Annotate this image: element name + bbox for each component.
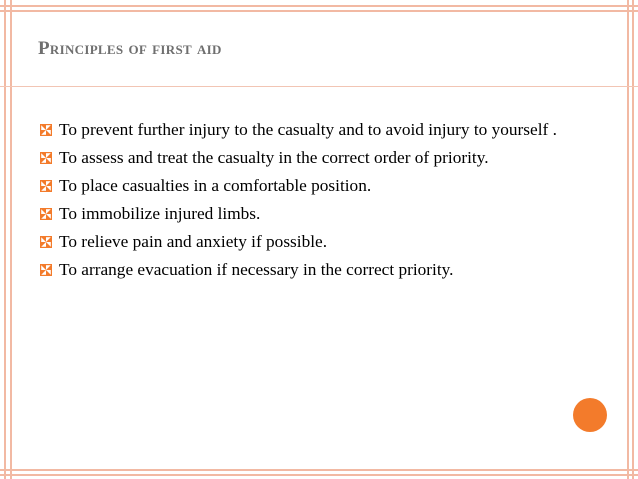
frame-line-bottom-inner xyxy=(0,469,638,471)
bullet-text: To prevent further injury to the casualty and to avoid injury to yourself . xyxy=(59,120,557,139)
frame-line-top-inner xyxy=(0,10,638,12)
frame-line-top-outer xyxy=(0,5,638,7)
bullet-item xyxy=(40,258,560,282)
bullet-text: To assess and treat the casualty in the correct order of priority. xyxy=(59,148,489,167)
frame-line-left-inner xyxy=(10,0,12,479)
bullet-item xyxy=(40,174,560,198)
bullet-list xyxy=(40,118,560,286)
frame-line-bottom-outer xyxy=(0,474,638,476)
pinwheel-bullet-icon xyxy=(40,264,52,276)
slide-title: Principles of first aid xyxy=(38,38,222,59)
bullet-item xyxy=(40,202,560,226)
frame-line-right-outer xyxy=(632,0,634,479)
bullet-item xyxy=(40,230,560,254)
bullet-text: To place casualties in a comfortable position. xyxy=(59,176,372,195)
bullet-item xyxy=(40,118,560,142)
pinwheel-bullet-icon xyxy=(40,180,52,192)
bullet-text: To arrange evacuation if necessary in the correct priority. xyxy=(59,260,454,279)
frame-line-right-inner xyxy=(627,0,629,479)
frame-line-left-outer xyxy=(4,0,6,479)
pinwheel-bullet-icon xyxy=(40,124,52,136)
pinwheel-bullet-icon xyxy=(40,236,52,248)
title-divider xyxy=(0,86,638,87)
bullet-text: To relieve pain and anxiety if possible. xyxy=(59,232,328,251)
pinwheel-bullet-icon xyxy=(40,208,52,220)
bullet-item xyxy=(40,146,560,170)
bullet-text: To immobilize injured limbs. xyxy=(59,204,261,223)
pinwheel-bullet-icon xyxy=(40,152,52,164)
decorative-orange-circle xyxy=(573,398,607,432)
